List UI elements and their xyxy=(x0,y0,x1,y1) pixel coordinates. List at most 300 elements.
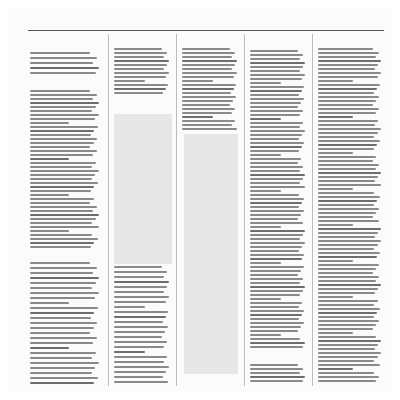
text-line xyxy=(114,346,164,348)
text-line xyxy=(30,150,97,152)
text-line xyxy=(182,124,232,126)
text-line xyxy=(318,304,374,306)
text-line xyxy=(182,92,231,94)
text-line xyxy=(318,376,379,378)
text-line xyxy=(318,64,378,66)
text-line xyxy=(114,48,162,50)
text-line xyxy=(30,130,94,132)
text-line xyxy=(318,220,379,222)
text-line xyxy=(250,190,281,192)
text-line xyxy=(30,206,97,208)
column-4 xyxy=(248,34,310,390)
text-line xyxy=(250,158,301,160)
text-line xyxy=(114,68,164,70)
text-line xyxy=(30,287,92,289)
text-line xyxy=(250,246,302,248)
text-line xyxy=(250,290,303,292)
text-line xyxy=(30,312,94,314)
text-line xyxy=(250,330,298,332)
text-line xyxy=(250,302,302,304)
text-line xyxy=(250,150,299,152)
text-line xyxy=(114,376,163,378)
text-line xyxy=(182,64,235,66)
text-line xyxy=(250,162,298,164)
text-line xyxy=(318,360,374,362)
text-line xyxy=(318,196,380,198)
text-line xyxy=(250,82,281,84)
text-line xyxy=(30,90,90,92)
text-line xyxy=(250,242,305,244)
text-line xyxy=(318,176,378,178)
text-line xyxy=(318,356,378,358)
text-line xyxy=(182,76,234,78)
text-line xyxy=(114,371,166,373)
text-line xyxy=(30,222,92,224)
text-line xyxy=(30,238,98,240)
text-line xyxy=(182,52,235,54)
text-line xyxy=(30,198,94,200)
text-line xyxy=(250,86,304,88)
column-3 xyxy=(180,34,242,390)
text-line xyxy=(30,186,94,188)
text-line xyxy=(250,342,305,344)
text-line xyxy=(318,308,380,310)
text-line xyxy=(250,338,300,340)
text-line xyxy=(250,230,305,232)
text-line xyxy=(30,307,98,309)
text-line xyxy=(318,212,376,214)
text-line xyxy=(318,76,378,78)
text-line xyxy=(250,74,305,76)
text-line xyxy=(182,80,213,82)
text-line xyxy=(30,317,91,319)
text-line xyxy=(250,186,305,188)
text-line xyxy=(318,188,353,190)
text-line xyxy=(30,277,99,279)
text-line xyxy=(318,184,381,186)
text-line xyxy=(318,72,381,74)
text-line xyxy=(30,332,90,334)
text-line xyxy=(318,204,374,206)
text-line xyxy=(30,337,97,339)
text-line xyxy=(318,316,374,318)
text-line xyxy=(250,298,281,300)
text-line xyxy=(250,368,303,370)
text-line xyxy=(318,248,374,250)
text-line xyxy=(114,326,168,328)
text-line xyxy=(250,98,304,100)
text-line xyxy=(318,112,376,114)
text-line xyxy=(250,166,303,168)
text-line xyxy=(318,116,353,118)
text-line xyxy=(250,234,303,236)
text-line xyxy=(30,57,97,59)
ornament-box xyxy=(114,114,172,264)
text-line xyxy=(30,297,95,299)
text-line xyxy=(114,341,167,343)
text-line xyxy=(250,258,302,260)
text-line xyxy=(182,120,235,122)
text-line xyxy=(182,100,233,102)
text-line xyxy=(250,78,302,80)
text-line xyxy=(318,268,376,270)
text-line xyxy=(318,336,376,338)
text-line xyxy=(30,182,98,184)
text-line xyxy=(30,194,69,196)
text-line xyxy=(318,228,381,230)
text-line xyxy=(318,104,373,106)
text-line xyxy=(30,322,97,324)
text-line xyxy=(318,96,379,98)
text-line xyxy=(250,182,300,184)
text-line xyxy=(318,280,376,282)
text-line xyxy=(30,162,96,164)
text-line xyxy=(114,281,169,283)
text-line xyxy=(114,56,164,58)
text-line xyxy=(250,222,303,224)
text-line xyxy=(182,84,236,86)
text-line xyxy=(30,347,69,349)
text-line xyxy=(318,252,380,254)
text-line xyxy=(30,382,94,384)
text-line xyxy=(30,174,95,176)
text-line xyxy=(318,276,379,278)
text-line xyxy=(114,316,166,318)
text-line xyxy=(30,67,99,69)
text-line xyxy=(182,88,234,90)
text-line xyxy=(30,72,96,74)
text-line xyxy=(30,110,92,112)
text-line xyxy=(114,92,163,94)
text-line xyxy=(250,376,305,378)
column-1 xyxy=(28,34,106,390)
text-line xyxy=(318,84,380,86)
text-line xyxy=(114,356,167,358)
text-line xyxy=(250,206,299,208)
text-line xyxy=(250,310,304,312)
text-line xyxy=(318,164,379,166)
text-line xyxy=(114,361,164,363)
text-line xyxy=(30,158,69,160)
text-line xyxy=(114,88,166,90)
text-line xyxy=(318,48,373,50)
text-line xyxy=(250,274,298,276)
text-line xyxy=(318,160,373,162)
text-line xyxy=(250,238,300,240)
text-line xyxy=(114,64,167,66)
column-5 xyxy=(316,34,386,390)
text-line xyxy=(30,292,99,294)
text-line xyxy=(250,194,299,196)
text-line xyxy=(30,146,90,148)
text-line xyxy=(114,301,166,303)
text-line xyxy=(318,340,381,342)
text-line xyxy=(250,218,298,220)
text-line xyxy=(114,291,164,293)
text-line xyxy=(30,98,93,100)
newspaper-page xyxy=(8,8,392,392)
text-line xyxy=(250,262,281,264)
text-line xyxy=(318,180,375,182)
text-line xyxy=(182,68,232,70)
text-line xyxy=(114,336,162,338)
text-line xyxy=(250,226,281,228)
text-line xyxy=(114,311,168,313)
text-line xyxy=(30,262,90,264)
text-line xyxy=(182,56,232,58)
page-header xyxy=(28,14,384,30)
text-line xyxy=(318,216,373,218)
text-line xyxy=(250,170,300,172)
text-line xyxy=(250,306,299,308)
text-line xyxy=(318,152,353,154)
text-line xyxy=(250,198,304,200)
text-line xyxy=(30,372,92,374)
text-line xyxy=(318,264,379,266)
text-line xyxy=(250,50,298,52)
text-line xyxy=(182,72,237,74)
text-line xyxy=(250,214,301,216)
text-line xyxy=(318,136,374,138)
text-line xyxy=(114,276,164,278)
text-line xyxy=(114,52,167,54)
text-line xyxy=(250,294,300,296)
text-line xyxy=(30,242,94,244)
column-2 xyxy=(112,34,174,390)
text-line xyxy=(114,321,163,323)
text-line xyxy=(318,68,375,70)
text-line xyxy=(114,266,162,268)
text-line xyxy=(250,372,300,374)
column-rule xyxy=(244,34,245,386)
text-line xyxy=(30,377,98,379)
text-line xyxy=(30,62,93,64)
text-line xyxy=(250,334,281,336)
text-line xyxy=(250,380,303,382)
text-line xyxy=(30,106,96,108)
text-line xyxy=(318,144,377,146)
text-line xyxy=(250,346,303,348)
text-line xyxy=(318,312,377,314)
text-line xyxy=(114,351,145,353)
text-line xyxy=(318,368,353,370)
text-line xyxy=(114,60,169,62)
ornament-box xyxy=(184,134,238,374)
text-line xyxy=(114,381,168,383)
text-line xyxy=(318,328,373,330)
text-line xyxy=(318,372,374,374)
text-line xyxy=(114,80,145,82)
text-line xyxy=(318,300,378,302)
text-line xyxy=(318,240,381,242)
text-line xyxy=(30,357,92,359)
text-line xyxy=(250,110,303,112)
text-line xyxy=(250,266,304,268)
text-line xyxy=(318,120,378,122)
text-line xyxy=(318,92,374,94)
text-line xyxy=(250,118,281,120)
text-line xyxy=(250,254,304,256)
text-line xyxy=(250,70,300,72)
text-line xyxy=(318,224,353,226)
text-line xyxy=(318,88,377,90)
text-line xyxy=(318,380,376,382)
text-line xyxy=(30,154,93,156)
text-line xyxy=(250,322,304,324)
text-line xyxy=(318,108,379,110)
text-line xyxy=(250,102,301,104)
text-line xyxy=(30,282,96,284)
text-line xyxy=(114,331,165,333)
text-line xyxy=(30,170,99,172)
text-line xyxy=(30,178,92,180)
text-line xyxy=(114,296,169,298)
text-line xyxy=(318,320,379,322)
text-line xyxy=(250,278,303,280)
text-line xyxy=(182,60,237,62)
text-line xyxy=(318,292,375,294)
text-line xyxy=(30,190,91,192)
text-line xyxy=(318,332,353,334)
text-line xyxy=(182,112,232,114)
text-line xyxy=(182,116,213,118)
text-line xyxy=(250,134,302,136)
text-line xyxy=(250,202,302,204)
text-line xyxy=(30,302,69,304)
text-line xyxy=(318,348,375,350)
text-line xyxy=(30,114,99,116)
text-line xyxy=(250,318,299,320)
text-line xyxy=(318,172,381,174)
text-line xyxy=(250,282,300,284)
text-line xyxy=(250,138,299,140)
text-line xyxy=(318,208,379,210)
text-line xyxy=(250,154,281,156)
text-line xyxy=(182,128,237,130)
text-line xyxy=(318,140,380,142)
text-line xyxy=(318,272,373,274)
text-line xyxy=(30,226,99,228)
text-line xyxy=(30,362,99,364)
column-rule xyxy=(176,34,177,386)
text-line xyxy=(30,214,99,216)
text-line xyxy=(318,284,381,286)
text-line xyxy=(250,66,303,68)
text-line xyxy=(30,352,96,354)
text-line xyxy=(30,134,91,136)
text-line xyxy=(182,108,235,110)
text-line xyxy=(114,306,145,308)
text-line xyxy=(250,210,304,212)
text-line xyxy=(318,244,378,246)
text-line xyxy=(318,52,379,54)
text-line xyxy=(250,178,303,180)
text-line xyxy=(250,94,299,96)
text-line xyxy=(30,142,94,144)
text-line xyxy=(250,126,300,128)
text-line xyxy=(318,132,378,134)
text-line xyxy=(114,271,167,273)
text-line xyxy=(114,76,166,78)
text-line xyxy=(318,296,353,298)
text-line xyxy=(30,327,94,329)
text-line xyxy=(318,192,374,194)
text-line xyxy=(318,100,376,102)
text-line xyxy=(30,52,90,54)
text-line xyxy=(318,128,381,130)
text-line xyxy=(318,288,378,290)
text-line xyxy=(30,342,93,344)
text-line xyxy=(30,94,97,96)
text-line xyxy=(30,102,99,104)
header-rule xyxy=(28,30,384,31)
text-line xyxy=(30,230,69,232)
text-line xyxy=(318,124,375,126)
text-line xyxy=(30,367,95,369)
text-line xyxy=(250,146,302,148)
text-line xyxy=(30,122,69,124)
text-line xyxy=(250,174,305,176)
text-line xyxy=(114,72,169,74)
text-line xyxy=(250,106,298,108)
text-line xyxy=(318,168,376,170)
text-line xyxy=(250,130,305,132)
text-line xyxy=(318,60,381,62)
text-line xyxy=(250,250,299,252)
text-line xyxy=(318,344,378,346)
text-line xyxy=(318,364,380,366)
text-line xyxy=(114,84,168,86)
text-line xyxy=(30,118,95,120)
text-line xyxy=(114,366,169,368)
text-line xyxy=(30,272,93,274)
text-line xyxy=(318,200,377,202)
text-line xyxy=(318,56,376,58)
text-line xyxy=(318,232,378,234)
text-line xyxy=(30,166,92,168)
column-rule xyxy=(108,34,109,386)
text-line xyxy=(30,126,98,128)
text-line xyxy=(30,267,97,269)
text-line xyxy=(250,314,302,316)
text-line xyxy=(30,234,92,236)
text-line xyxy=(318,260,353,262)
text-line xyxy=(182,104,230,106)
text-line xyxy=(318,156,376,158)
text-line xyxy=(30,202,90,204)
text-line xyxy=(30,246,91,248)
text-line xyxy=(318,324,376,326)
text-line xyxy=(318,352,381,354)
text-line xyxy=(318,80,353,82)
column-rule xyxy=(312,34,313,386)
text-line xyxy=(318,148,374,150)
text-line xyxy=(182,96,236,98)
text-line xyxy=(318,236,375,238)
text-line xyxy=(250,54,303,56)
text-line xyxy=(250,270,301,272)
text-line xyxy=(318,256,377,258)
text-line xyxy=(30,138,97,140)
text-line xyxy=(250,114,300,116)
text-line xyxy=(250,122,303,124)
text-line xyxy=(250,142,304,144)
text-line xyxy=(250,286,305,288)
text-line xyxy=(30,218,96,220)
text-line xyxy=(114,286,167,288)
text-line xyxy=(250,364,298,366)
text-line xyxy=(30,210,93,212)
